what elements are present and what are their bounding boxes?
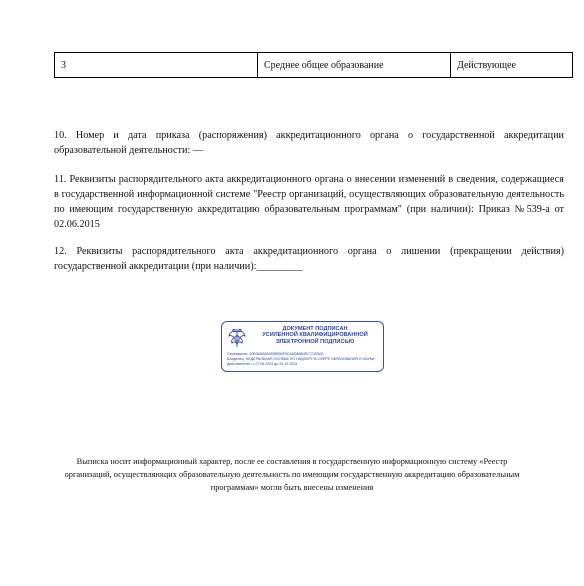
row-number-cell: 3 bbox=[55, 53, 258, 78]
accreditation-programs-table bbox=[54, 52, 573, 78]
stamp-title-line3: ЭЛЕКТРОННОЙ ПОДПИСЬЮ bbox=[275, 338, 355, 345]
status-cell: Действующее bbox=[451, 53, 573, 78]
stamp-certificate: Сертификат: 00B3A9A8A0DBEB0F9CA5D88B4EC7782631 bbox=[227, 352, 324, 356]
stamp-validity: Действителен: с 27.06.2024 до 20.12.2025 bbox=[227, 362, 298, 367]
education-level-cell: Среднее общее образование bbox=[258, 53, 451, 78]
coat-of-arms-emblem-icon bbox=[227, 327, 247, 349]
paragraph-12-revocation-act: 12. Реквизиты распорядительного акта аккредитационного органа о лишении (прекращении действия) государственной аккредитации (при наличии):_________ bbox=[54, 246, 564, 272]
stamp-details bbox=[227, 352, 381, 368]
stamp-title-line1: ДОКУМЕНТ ПОДПИСАН bbox=[282, 326, 348, 332]
footer-disclaimer: Выписка носит информационный характер, после ее составления в государственную информационную систему «Реестр организаций, осуществляющих образовательную деятельность по имеющим государственную аккредитацию образовательным программам» могли быть внесены изменения bbox=[64, 457, 520, 492]
paragraph-11-amendment-act: 11. Реквизиты распорядительного акта аккредитационного органа о внесении изменений в сведения, содержащиеся в государственной информационной системе "Реестр организаций, осуществляющих образовательную деятельность по имеющим государственную аккредитацию образовательным программам" (при наличии): Приказ №539-а от 02.06.2015 bbox=[54, 174, 564, 230]
digital-signature-stamp bbox=[221, 321, 384, 372]
stamp-title-line2: УСИЛЕННОЙ КВАЛИФИЦИРОВАННОЙ bbox=[262, 332, 368, 339]
stamp-owner: Владелец: ФЕДЕРАЛЬНАЯ СЛУЖБА ПО НАДЗОРУ В СФЕРЕ ОБРАЗОВАНИЯ И НАУКИ bbox=[227, 357, 375, 362]
stamp-title bbox=[250, 326, 380, 345]
paragraph-10-accreditation-order: 10. Номер и дата приказа (распоряжения) аккредитационного органа о государственной аккредитации образовательной деятельности: — bbox=[54, 130, 564, 156]
table-row bbox=[55, 53, 573, 78]
